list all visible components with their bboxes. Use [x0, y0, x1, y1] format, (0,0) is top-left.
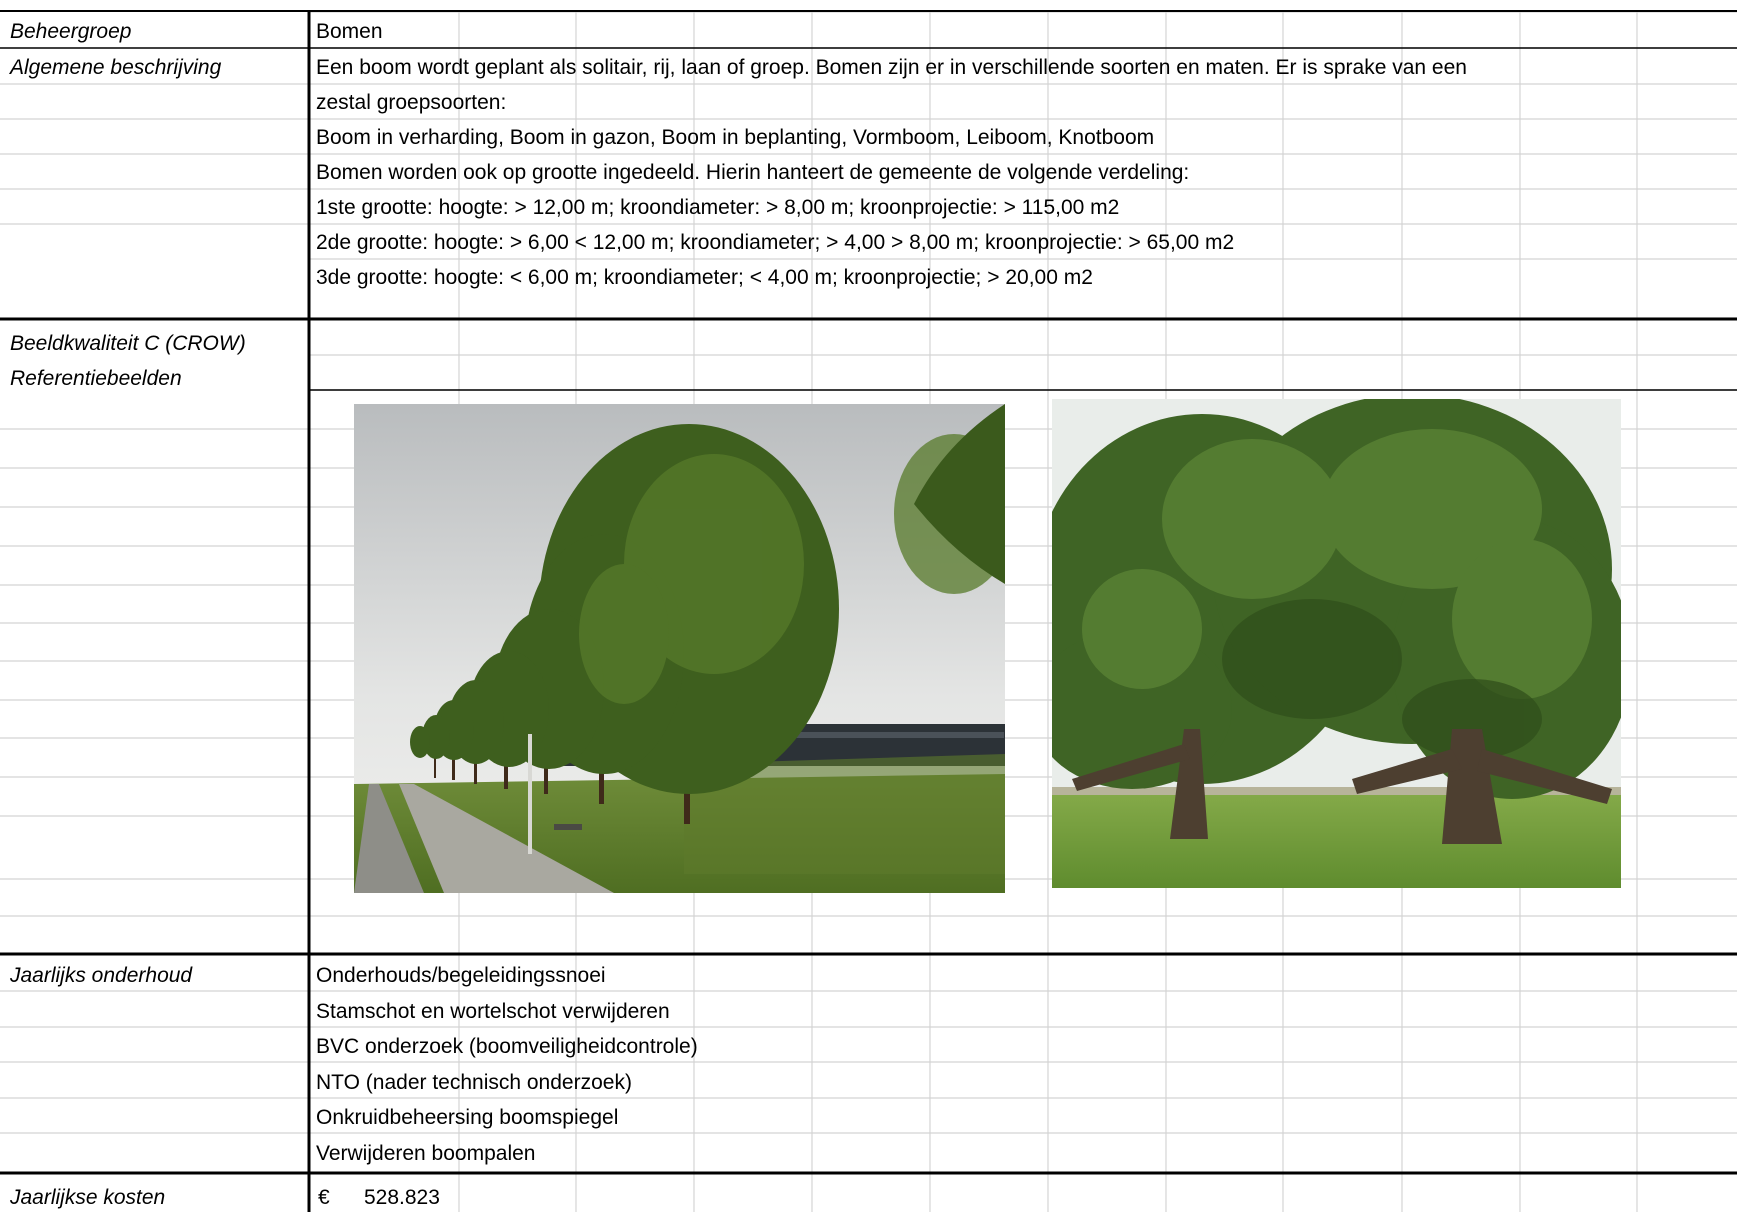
beschrijving-label[interactable]: Algemene beschrijving — [10, 56, 222, 79]
onderhoud-item-6[interactable]: Verwijderen boompalen — [316, 1142, 536, 1165]
beschrijving-line-6[interactable]: 2de grootte: hoogte: > 6,00 < 12,00 m; kroondiameter; > 4,00 > 8,00 m; kroonprojectie: > 65,00 m2 — [316, 231, 1235, 254]
kosten-amount[interactable]: 528.823 — [364, 1186, 440, 1209]
onderhoud-item-2[interactable]: Stamschot en wortelschot verwijderen — [316, 1000, 670, 1023]
large-oak-photo — [1052, 399, 1621, 888]
beschrijving-line-4[interactable]: Bomen worden ook op grootte ingedeeld. Hierin hanteert de gemeente de volgende verdeling: — [316, 161, 1190, 184]
onderhoud-label[interactable]: Jaarlijks onderhoud — [10, 964, 193, 987]
beschrijving-line-2[interactable]: zestal groepsoorten: — [316, 91, 507, 114]
kosten-label[interactable]: Jaarlijkse kosten — [10, 1186, 166, 1209]
beeldkwaliteit-label[interactable]: Beeldkwaliteit C (CROW) — [10, 332, 246, 355]
onderhoud-item-5[interactable]: Onkruidbeheersing boomspiegel — [316, 1106, 619, 1129]
beschrijving-line-1[interactable]: Een boom wordt geplant als solitair, rij, laan of groep. Bomen zijn er in verschillende soorten en maten. Er is sprake van een — [316, 56, 1467, 79]
referentiebeelden-label[interactable]: Referentiebeelden — [10, 367, 182, 390]
beschrijving-line-7[interactable]: 3de grootte: hoogte: < 6,00 m; kroondiameter; < 4,00 m; kroonprojectie; > 20,00 m2 — [316, 266, 1093, 289]
beschrijving-line-5[interactable]: 1ste grootte: hoogte: > 12,00 m; kroondiameter: > 8,00 m; kroonprojectie: > 115,00 m2 — [316, 196, 1120, 219]
onderhoud-item-3[interactable]: BVC onderzoek (boomveiligheidcontrole) — [316, 1035, 698, 1058]
onderhoud-item-4[interactable]: NTO (nader technisch onderzoek) — [316, 1071, 632, 1094]
beheergroep-label[interactable]: Beheergroep — [10, 20, 132, 43]
kosten-currency[interactable]: € — [318, 1186, 330, 1209]
tree-avenue-photo — [354, 404, 1005, 893]
beheergroep-value[interactable]: Bomen — [316, 20, 383, 43]
onderhoud-item-1[interactable]: Onderhouds/begeleidingssnoei — [316, 964, 606, 987]
beschrijving-line-3[interactable]: Boom in verharding, Boom in gazon, Boom in beplanting, Vormboom, Leiboom, Knotboom — [316, 126, 1155, 149]
